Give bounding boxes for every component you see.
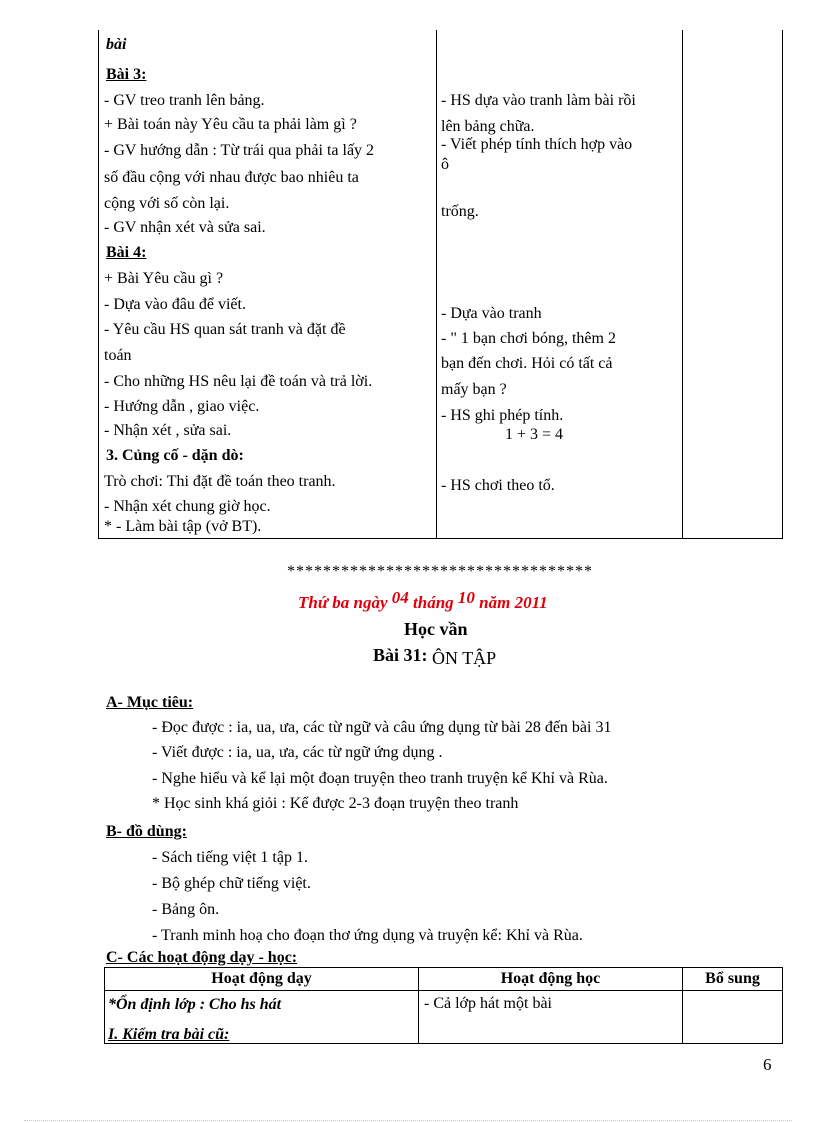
col2-line: lên bảng chữa. xyxy=(441,118,535,135)
section-c-heading: C- Các hoạt động dạy - học: xyxy=(106,949,298,966)
page-number: 6 xyxy=(763,1055,772,1074)
objective-item: * Học sinh khá giỏi : Kể được 2-3 đoạn truyện theo tranh xyxy=(152,795,519,812)
col1-line: - Yêu cầu HS quan sát tranh và đặt đề xyxy=(104,321,346,338)
col1-line: số đầu cộng với nhau được bao nhiêu ta xyxy=(104,169,359,186)
col1-line: Trò chơi: Thi đặt đề toán theo tranh. xyxy=(104,473,336,490)
header-teacher-activity: Hoạt động dạy xyxy=(211,970,312,987)
date-prefix: Thứ ba ngày xyxy=(298,593,388,612)
exercise-3-heading: Bài 3: xyxy=(106,66,147,83)
top-table-left-border xyxy=(98,30,99,539)
header-supplement: Bổ sung xyxy=(705,970,760,987)
col2-line: - HS dựa vào tranh làm bài rồi xyxy=(441,92,636,109)
lesson-title xyxy=(373,645,496,666)
col1-line: - GV hướng dẫn : Từ trái qua phải ta lấy 2 xyxy=(104,142,375,159)
section-b-heading: B- đồ dùng: xyxy=(106,823,187,840)
materials-item: - Tranh minh hoạ cho đoạn thơ ứng dụng và truyện kể: Khỉ và Rùa. xyxy=(152,927,583,944)
col2-line: trống. xyxy=(441,203,479,220)
col1-line: cộng với số còn lại. xyxy=(104,195,230,212)
col1-line: - GV nhận xét và sửa sai. xyxy=(104,219,266,236)
math-expression: 1 + 3 = 4 xyxy=(505,426,564,443)
header-student-activity: Hoạt động học xyxy=(500,970,601,987)
page-bottom-divider xyxy=(24,1120,792,1121)
consolidation-heading: 3. Củng cố - dặn dò: xyxy=(106,447,244,464)
col1-line: + Bài toán này Yêu cầu ta phải làm gì ? xyxy=(104,116,357,133)
col1-line: * - Làm bài tập (vở BT). xyxy=(104,518,262,535)
col2-line: mấy bạn ? xyxy=(441,381,507,398)
col1-line: - Dựa vào đâu để viết. xyxy=(104,296,246,313)
col1-line-bai: bài xyxy=(106,36,127,53)
materials-item: - Sách tiếng việt 1 tập 1. xyxy=(152,849,308,866)
col1-line: + Bài Yêu cầu gì ? xyxy=(104,270,224,287)
lesson-number: Bài 31: xyxy=(373,645,428,665)
col2-line: - " 1 bạn chơi bóng, thêm 2 xyxy=(441,330,616,347)
col1-line: - Nhận xét chung giờ học. xyxy=(104,498,271,515)
col2-line: - Dựa vào tranh xyxy=(441,305,542,322)
col2-line: - HS chơi theo tổ. xyxy=(441,477,555,494)
top-table-bottom-border xyxy=(98,538,783,539)
objective-item: - Nghe hiểu và kể lại một đoạn truyện theo tranh truyện kể Khỉ và Rùa. xyxy=(152,770,608,787)
bottom-table-right-border xyxy=(782,967,783,1044)
date-month: 10 xyxy=(457,588,475,607)
row2-teacher-cell: I. Kiểm tra bài cũ: xyxy=(108,1026,230,1043)
exercise-4-heading: Bài 4: xyxy=(106,244,147,261)
row1-student-cell: - Cả lớp hát một bài xyxy=(424,995,552,1012)
row1-teacher-cell: *Ổn định lớp : Cho hs hát xyxy=(108,996,282,1013)
col2-line: ô xyxy=(441,156,449,173)
date-mid: tháng xyxy=(413,593,454,612)
col1-line: toán xyxy=(104,347,132,364)
col2-line: - HS ghi phép tính. xyxy=(441,407,564,424)
top-table-right-border xyxy=(782,30,783,539)
date-suffix: năm 2011 xyxy=(479,593,548,612)
date-line xyxy=(298,588,548,613)
objective-item: - Viết được : ia, ua, ưa, các từ ngữ ứng dụng . xyxy=(152,744,443,761)
materials-item: - Bảng ôn. xyxy=(152,901,220,918)
top-table-col-divider-2 xyxy=(682,30,683,539)
section-a-heading: A- Mục tiêu: xyxy=(106,694,194,711)
star-separator: ********************************** xyxy=(287,563,593,580)
materials-item: - Bộ ghép chữ tiếng việt. xyxy=(152,875,311,892)
col1-line: - Nhận xét , sửa sai. xyxy=(104,422,232,439)
col1-line: - GV treo tranh lên bảng. xyxy=(104,92,265,109)
col2-line: bạn đến chơi. Hỏi có tất cả xyxy=(441,355,613,372)
subject-title: Học vần xyxy=(404,619,468,639)
col1-line: - Cho những HS nêu lại đề toán và trả lời. xyxy=(104,373,373,390)
col2-line: - Viết phép tính thích hợp vào xyxy=(441,136,633,153)
objective-item: - Đọc được : ia, ua, ưa, các từ ngữ và câu ứng dụng từ bài 28 đến bài 31 xyxy=(152,719,612,736)
col1-line: - Hướng dẫn , giao việc. xyxy=(104,398,260,415)
date-day: 04 xyxy=(391,588,409,607)
lesson-name: ÔN TẬP xyxy=(432,648,497,668)
top-table-col-divider-1 xyxy=(436,30,437,539)
